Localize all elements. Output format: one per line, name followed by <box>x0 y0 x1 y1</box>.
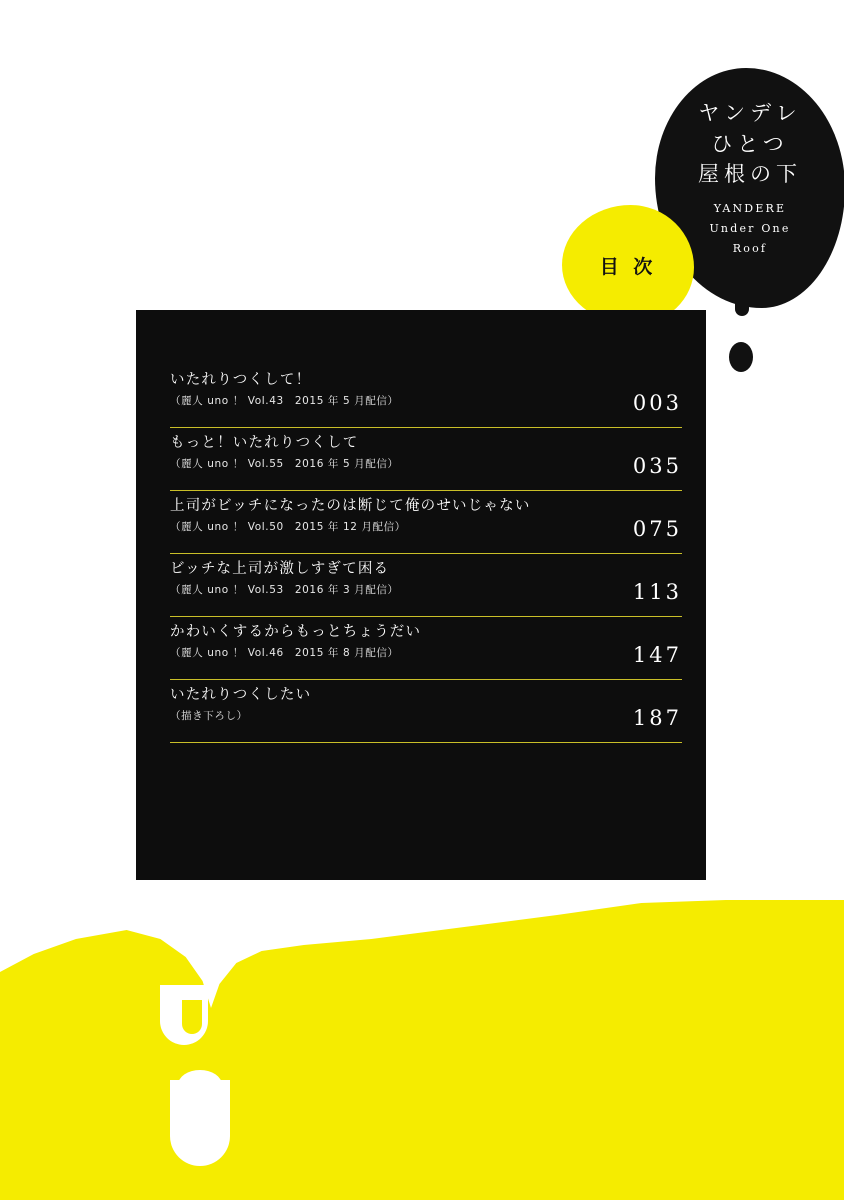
toc-entry-texts <box>170 365 399 408</box>
toc-entry[interactable] <box>170 554 682 617</box>
toc-entry-page: 187 <box>632 706 682 730</box>
toc-entry[interactable] <box>170 428 682 491</box>
title-jp-line-3: 屋根の下 <box>698 162 802 187</box>
toc-entry[interactable] <box>170 491 682 554</box>
toc-entry-title: ビッチな上司が激しすぎて困る <box>170 561 390 577</box>
toc-entry-source: （麗人 uno ！ Vol.55 2016 年 5 月配信） <box>170 458 399 471</box>
paint-notch-yellow <box>182 1000 202 1034</box>
toc-entry-source: （麗人 uno ！ Vol.53 2016 年 3 月配信） <box>170 584 399 597</box>
toc-entry-title: もっと！いたれりつくして <box>170 435 359 451</box>
paint-drip-white <box>170 1080 230 1166</box>
toc-entry-title: 上司がビッチになったのは断じて俺のせいじゃない <box>170 498 531 514</box>
toc-entry-texts <box>170 680 311 723</box>
title-jp-line-2: ひとつ <box>711 131 789 156</box>
toc-entry-page: 075 <box>632 517 682 541</box>
toc-entry-page: 035 <box>632 454 682 478</box>
toc-entry-source: （麗人 uno ！ Vol.46 2015 年 8 月配信） <box>170 647 399 660</box>
title-jp-line-1: ヤンデレ <box>698 101 802 125</box>
title-en-line-2: Under One <box>709 221 791 235</box>
table-of-contents-panel <box>136 310 706 880</box>
toc-entry-page: 113 <box>632 580 682 604</box>
toc-entry-source: （麗人 uno ！ Vol.43 2015 年 5 月配信） <box>170 395 399 408</box>
toc-entry-page: 003 <box>632 391 682 415</box>
toc-entry[interactable] <box>170 617 682 680</box>
toc-entry-source: （麗人 uno ！ Vol.50 2015 年 12 月配信） <box>170 521 406 534</box>
title-en-line-3: Roof <box>732 241 768 255</box>
toc-entry-page: 147 <box>632 643 682 667</box>
toc-entry-texts <box>170 554 399 597</box>
toc-entry-title: かわいくするからもっとちょうだい <box>170 624 422 640</box>
toc-heading-label: 目 次 <box>599 255 657 278</box>
yellow-paint-splash-bottom <box>0 900 844 1200</box>
toc-entry-source: （描き下ろし） <box>170 710 248 723</box>
title-blob-droplet <box>729 342 753 372</box>
toc-entry-texts <box>170 617 421 660</box>
title-blob-drip <box>735 282 749 316</box>
title-en-line-1: YANDERE <box>713 201 787 215</box>
toc-entry-title: いたれりつくしたい <box>170 687 312 703</box>
toc-entry[interactable] <box>170 680 682 743</box>
toc-entry-texts <box>170 428 399 471</box>
toc-heading-bubble <box>562 205 694 325</box>
toc-entry[interactable] <box>170 365 682 428</box>
toc-list <box>170 365 682 743</box>
toc-entry-title: いたれりつくして！ <box>170 372 312 388</box>
toc-entry-texts <box>170 491 531 534</box>
